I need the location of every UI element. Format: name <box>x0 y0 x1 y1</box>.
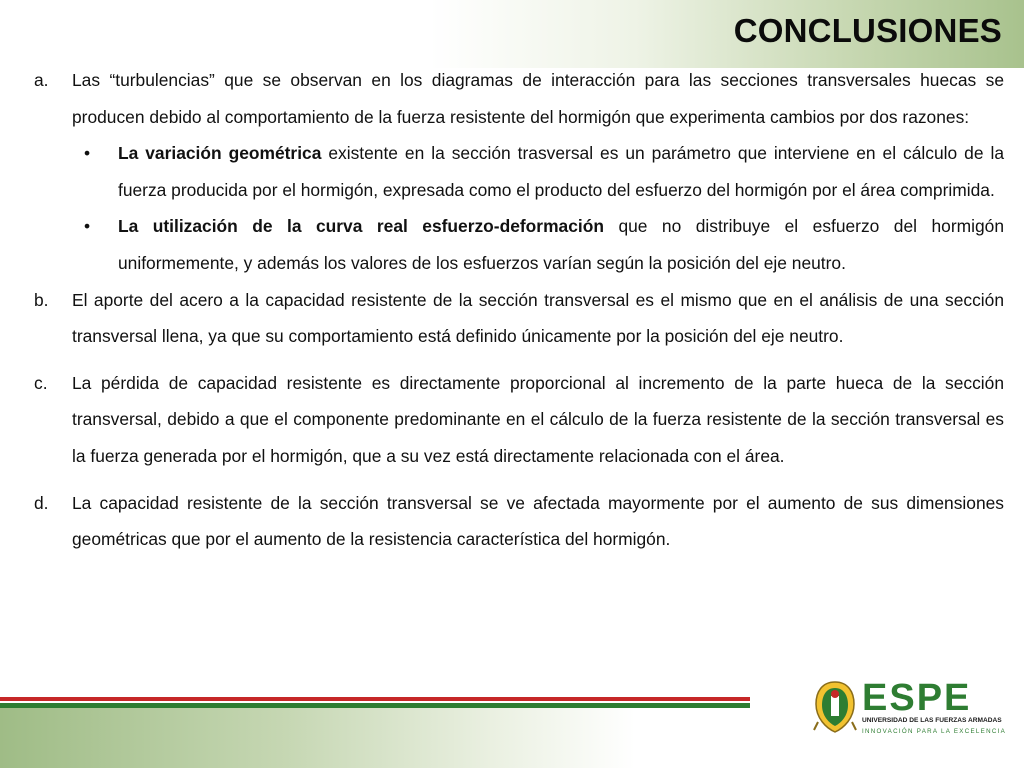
conclusion-d <box>30 485 1004 558</box>
conclusion-b <box>30 282 1004 355</box>
bullet-dot-icon: • <box>84 216 91 237</box>
espe-logo <box>812 676 1007 740</box>
stripe-red <box>0 697 750 701</box>
logo-subtitle: UNIVERSIDAD DE LAS FUERZAS ARMADAS <box>862 717 1002 724</box>
conclusion-text: Las “turbulencias” que se observan en los diagramas de interacción para las secciones transversales huecas se producen debido al comportamiento de la fuerza resistente del hormigón que experimenta cambios por dos razones: <box>72 70 1004 127</box>
list-marker: a. <box>34 70 49 90</box>
crest-icon <box>812 678 858 734</box>
list-marker: d. <box>34 492 49 513</box>
bullet-item <box>30 208 1004 281</box>
conclusions-list <box>30 62 1004 558</box>
stripe-green <box>0 703 750 708</box>
conclusion-c <box>30 365 1004 475</box>
list-marker: b. <box>34 289 49 310</box>
bullet-item <box>30 135 1004 208</box>
page-title: CONCLUSIONES <box>733 12 1002 49</box>
conclusion-a <box>30 62 1004 135</box>
conclusion-text: La pérdida de capacidad resistente es directamente proporcional al incremento de la parte hueca de la sección transversal, debido a que el componente predominante en el cálculo de la fuerza resistente de la sección transversal es la fuerza generada por el hormigón, que a su vez está directamente relacionada con el área. <box>72 372 1004 466</box>
bullet-bold-lead: La utilización de la curva real esfuerzo-deformación <box>118 216 604 237</box>
conclusion-text: La capacidad resistente de la sección transversal se ve afectada mayormente por el aumento de sus dimensiones geométricas que por el aumento de la resistencia característica del hormigón. <box>72 492 1004 550</box>
list-marker: c. <box>34 372 48 393</box>
bullet-dot-icon: • <box>84 143 91 164</box>
footer-stripes <box>0 697 750 709</box>
logo-tagline: INNOVACIÓN PARA LA EXCELENCIA <box>862 728 1007 735</box>
conclusion-text: El aporte del acero a la capacidad resistente de la sección transversal es el mismo que en el análisis de una sección transversal llena, ya que su comportamiento está definido únicamente por la posición del eje neutro. <box>72 289 1004 347</box>
bullet-text: existente en la sección trasversal es un parámetro que interviene en el cálculo de la fuerza producida por el hormigón, expresada como el producto del esfuerzo del hormigón por el área comprimida. <box>118 143 1005 200</box>
logo-wordmark: ESPE <box>862 677 972 719</box>
bullet-bold-lead: La variación geométrica <box>118 143 322 164</box>
bullet-text: que no distribuye el esfuerzo del hormigón uniformemente, y además los valores de los esfuerzos varían según la posición del eje neutro. <box>118 216 1004 273</box>
